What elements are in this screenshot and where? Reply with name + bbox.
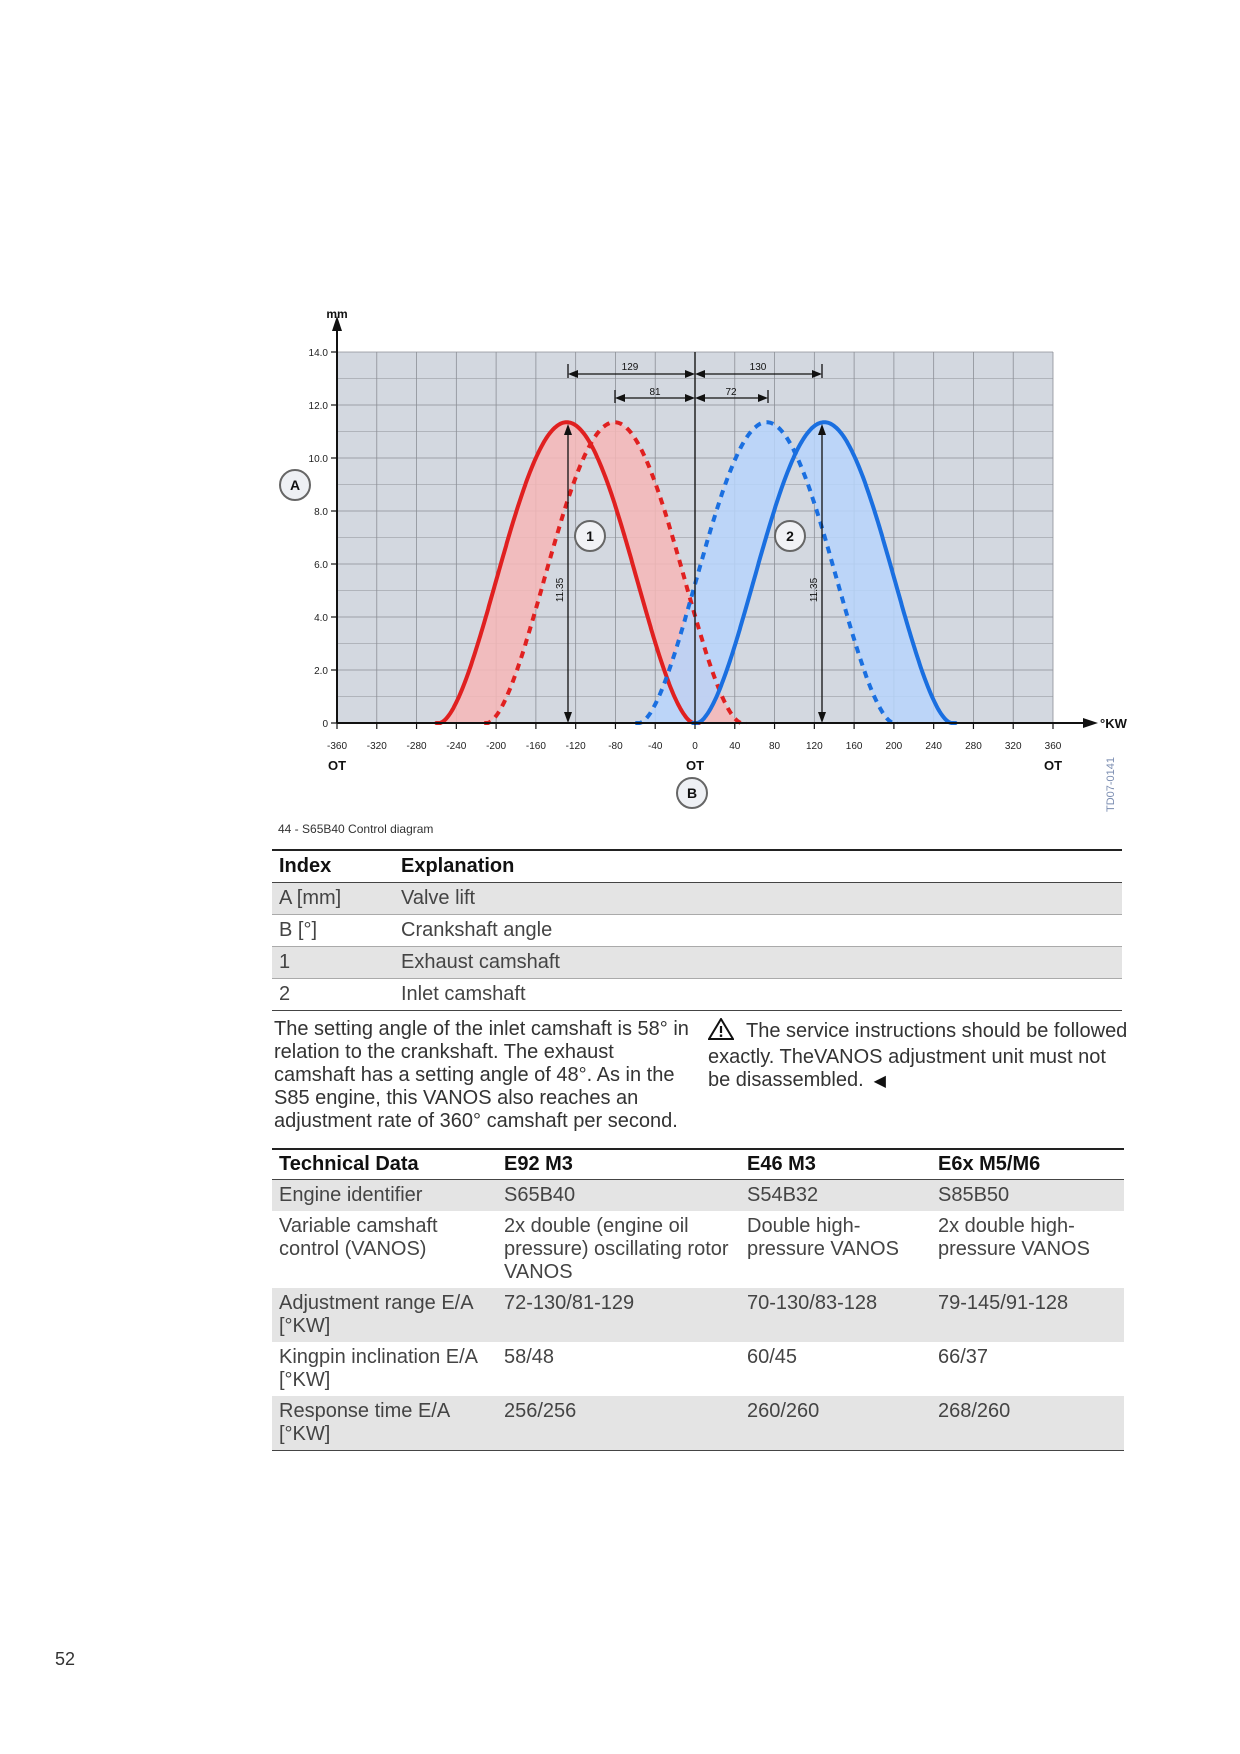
tech-value-cell: 260/260 [740, 1396, 931, 1451]
svg-text:2: 2 [786, 528, 794, 544]
marker-a [280, 470, 310, 500]
svg-text:1: 1 [586, 528, 594, 544]
figure-caption: 44 - S65B40 Control diagram [278, 822, 434, 836]
warning-text: The service instructions should be followed exactly. TheVANOS adjustment unit must not be disassembled. [708, 1020, 1128, 1091]
x-tick-label: -240 [446, 741, 467, 752]
tech-value-cell: 70-130/83-128 [740, 1288, 931, 1342]
tech-value-cell: S65B40 [497, 1180, 740, 1212]
tech-value-cell: 256/256 [497, 1396, 740, 1451]
ot-label-left: OT [327, 758, 347, 773]
x-tick-label: 0 [692, 741, 698, 752]
ot-label-right: OT [1043, 758, 1063, 773]
index-cell: B [°] [272, 915, 394, 947]
table-row [272, 1288, 1124, 1342]
index-cell: 2 [272, 979, 394, 1011]
tech-value-cell: 2x double high-pressure VANOS [938, 1215, 1090, 1260]
x-tick-label: -320 [366, 741, 387, 752]
tech-table-header [272, 1149, 1124, 1180]
table-row [272, 915, 1122, 947]
x-tick-label: 200 [885, 741, 903, 752]
tech-value-cell: 79-145/91-128 [931, 1288, 1124, 1342]
table-row [272, 979, 1122, 1011]
y-tick-label: 6.0 [314, 560, 328, 571]
y-tick-label: 10.0 [308, 454, 328, 465]
index-table-header [272, 850, 1122, 883]
x-tick-label: -280 [406, 741, 427, 752]
tech-value-cell: S85B50 [931, 1180, 1124, 1212]
page-number: 52 [55, 1649, 76, 1669]
x-tick-label: 240 [925, 741, 943, 752]
explanation-cell: Exhaust camshaft [394, 947, 1122, 979]
table-row [272, 1342, 1124, 1396]
end-marker-icon: ◀ [873, 1073, 886, 1090]
x-tick-label: -360 [326, 741, 348, 752]
dimension-129-label: 129 [621, 362, 639, 373]
tech-value-cell: 2x double (engine oil pressure) oscillating rotor VANOS [504, 1215, 729, 1283]
tech-value-cell: S54B32 [740, 1180, 931, 1212]
control-diagram [0, 0, 1240, 830]
curve-label-2 [775, 521, 805, 551]
tech-header-e46: E46 M3 [740, 1149, 931, 1180]
index-cell: 1 [272, 947, 394, 979]
x-tick-label: 160 [845, 741, 863, 752]
warning-note [708, 1018, 1128, 1093]
x-tick-label: 120 [805, 741, 823, 752]
curve-label-1 [575, 521, 605, 551]
index-table [272, 849, 1122, 1011]
tech-value-cell: 72-130/81-129 [497, 1288, 740, 1342]
x-tick-label: 40 [729, 741, 741, 752]
table-row [272, 947, 1122, 979]
explanation-cell: Valve lift [394, 883, 1122, 915]
x-tick-label: -40 [647, 741, 663, 752]
table-row [272, 1180, 1124, 1212]
x-axis-unit: °KW [1100, 716, 1127, 731]
y-tick-label: 4.0 [314, 613, 328, 624]
index-header: Index [272, 850, 394, 883]
y-tick-label: 8.0 [314, 507, 328, 518]
x-tick-label: -160 [525, 741, 546, 752]
warning-triangle-icon [708, 1018, 734, 1046]
tech-value-cell: 66/37 [938, 1346, 989, 1368]
y-tick-label: 0 [322, 719, 328, 730]
explanation-cell: Crankshaft angle [394, 915, 1122, 947]
y-tick-label: 14.0 [308, 348, 328, 359]
tech-label-cell: Variable camshaft control (VANOS) [279, 1215, 438, 1260]
x-tick-label: 80 [768, 741, 781, 752]
y-tick-label: 2.0 [314, 666, 328, 677]
tech-header-label: Technical Data [272, 1149, 497, 1180]
tech-value-cell: 60/45 [747, 1346, 798, 1368]
tech-label-cell: Kingpin inclination E/A [°KW] [279, 1346, 477, 1391]
svg-text:B: B [686, 785, 698, 801]
lift-label-inlet: 11.35 [809, 577, 820, 603]
y-tick-labels [309, 348, 337, 730]
x-tick-label: -120 [565, 741, 586, 752]
explanation-cell: Inlet camshaft [394, 979, 1122, 1011]
tech-header-e92: E92 M3 [497, 1149, 740, 1180]
lift-label-exhaust: 11.35 [555, 577, 566, 603]
explanation-header: Explanation [394, 850, 1122, 883]
svg-text:A: A [289, 477, 301, 493]
x-tick-label: 320 [1004, 741, 1022, 752]
marker-b [677, 778, 707, 808]
tech-label-cell: Engine identifier [272, 1180, 497, 1212]
doc-code: TD07-0141 [1105, 756, 1117, 812]
x-tick-label: -200 [486, 741, 507, 752]
table-row [272, 1396, 1124, 1451]
dimension-81-label: 81 [649, 387, 661, 398]
tech-label-cell: Adjustment range E/A [°KW] [272, 1288, 497, 1342]
ot-label-center: OT [685, 758, 705, 773]
table-row [272, 1211, 1124, 1288]
tech-value-cell: 268/260 [931, 1396, 1124, 1451]
x-tick-label: 280 [965, 741, 982, 752]
x-tick-label: -80 [608, 741, 623, 752]
technical-data-table [272, 1148, 1124, 1451]
dimension-72-label: 72 [725, 387, 737, 398]
y-tick-label: 12.0 [308, 401, 328, 412]
table-row [272, 883, 1122, 915]
tech-value-cell: 58/48 [504, 1346, 555, 1368]
tech-label-cell: Response time E/A [°KW] [272, 1396, 497, 1451]
index-cell: A [mm] [272, 883, 394, 915]
y-axis-unit: mm [326, 307, 348, 321]
body-paragraph: The setting angle of the inlet camshaft is 58° in relation to the crankshaft. The exhaust camshaft has a setting angle of 48°. As in the S85 engine, this VANOS also reaches an adjustment rate of 360° camshaft per second. [274, 1018, 689, 1132]
x-tick-labels [327, 723, 1062, 752]
tech-value-cell: Double high-pressure VANOS [747, 1215, 899, 1260]
tech-header-e6x: E6x M5/M6 [931, 1149, 1124, 1180]
x-tick-label: 360 [1044, 741, 1062, 752]
x-axis-arrow-icon [1083, 718, 1098, 728]
dimension-130-label: 130 [749, 362, 767, 373]
